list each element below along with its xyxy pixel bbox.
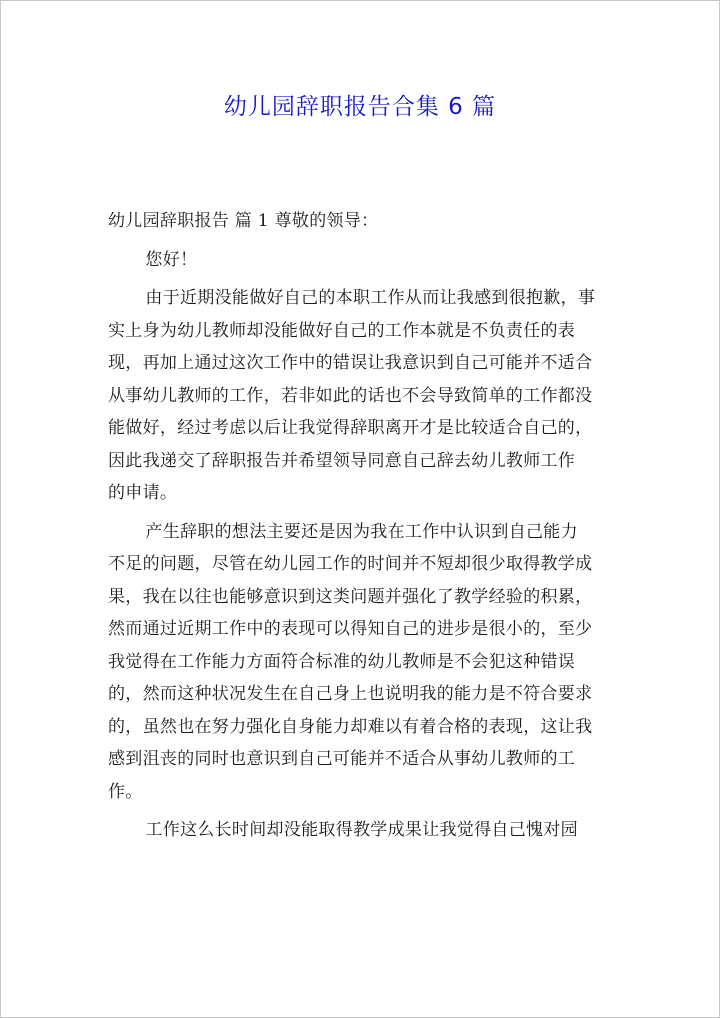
paragraph-line: 的，虽然也在努力强化自身能力却难以有着合格的表现，这让我 [108,716,593,737]
section-heading: 幼儿园辞职报告 篇 1 尊敬的领导： [108,211,379,231]
paragraph-line: 的申请。 [108,483,178,503]
paragraph-line: 我觉得在工作能力方面符合标准的幼儿教师是不会犯这种错误 [108,651,576,672]
paragraph [108,282,628,510]
paragraph-line: 能做好，经过考虑以后让我觉得辞职离开才是比较适合自己的， [108,418,593,438]
document-title: 幼儿园辞职报告合集 6 篇 [223,94,497,120]
paragraph-line: 然而通过近期工作中的表现可以得知自己的进步是很小的，至少 [108,619,593,639]
paragraph-line: 从事幼儿教师的工作，若非如此的话也不会导致简单的工作都没 [108,385,593,406]
paragraph-line: 作。 [108,781,143,802]
paragraph-line: 因此我递交了辞职报告并希望领导同意自己辞去幼儿教师工作 [108,450,576,471]
greeting: 您好！ [145,249,198,270]
document-body [108,205,628,847]
paragraph-line: 感到沮丧的同时也意识到自己可能并不适合从事幼儿教师的工 [108,749,576,769]
paragraph-line: 工作这么长时间却没能取得教学成果让我觉得自己愧对园 [145,820,578,840]
paragraph-line: 由于近期没能做好自己的本职工作从而让我感到很抱歉，事 [145,288,596,308]
paragraph-line: 实上身为幼儿教师却没能做好自己的工作本就是不负责任的表 [108,320,576,341]
paragraph-line: 现，再加上通过这次工作中的错误让我意识到自己可能并不适合 [108,353,593,373]
paragraph [108,516,628,809]
paragraph-line: 产生辞职的想法主要还是因为我在工作中认识到自己能力 [145,521,578,542]
paragraph-line: 不足的问题，尽管在幼儿园工作的时间并不短却很少取得教学成 [108,554,593,574]
paragraph [108,814,628,847]
paragraph-line: 的，然而这种状况发生在自己身上也说明我的能力是不符合要求 [108,684,593,704]
paragraph-line: 果，我在以往也能够意识到这类问题并强化了教学经验的积累， [108,586,593,607]
